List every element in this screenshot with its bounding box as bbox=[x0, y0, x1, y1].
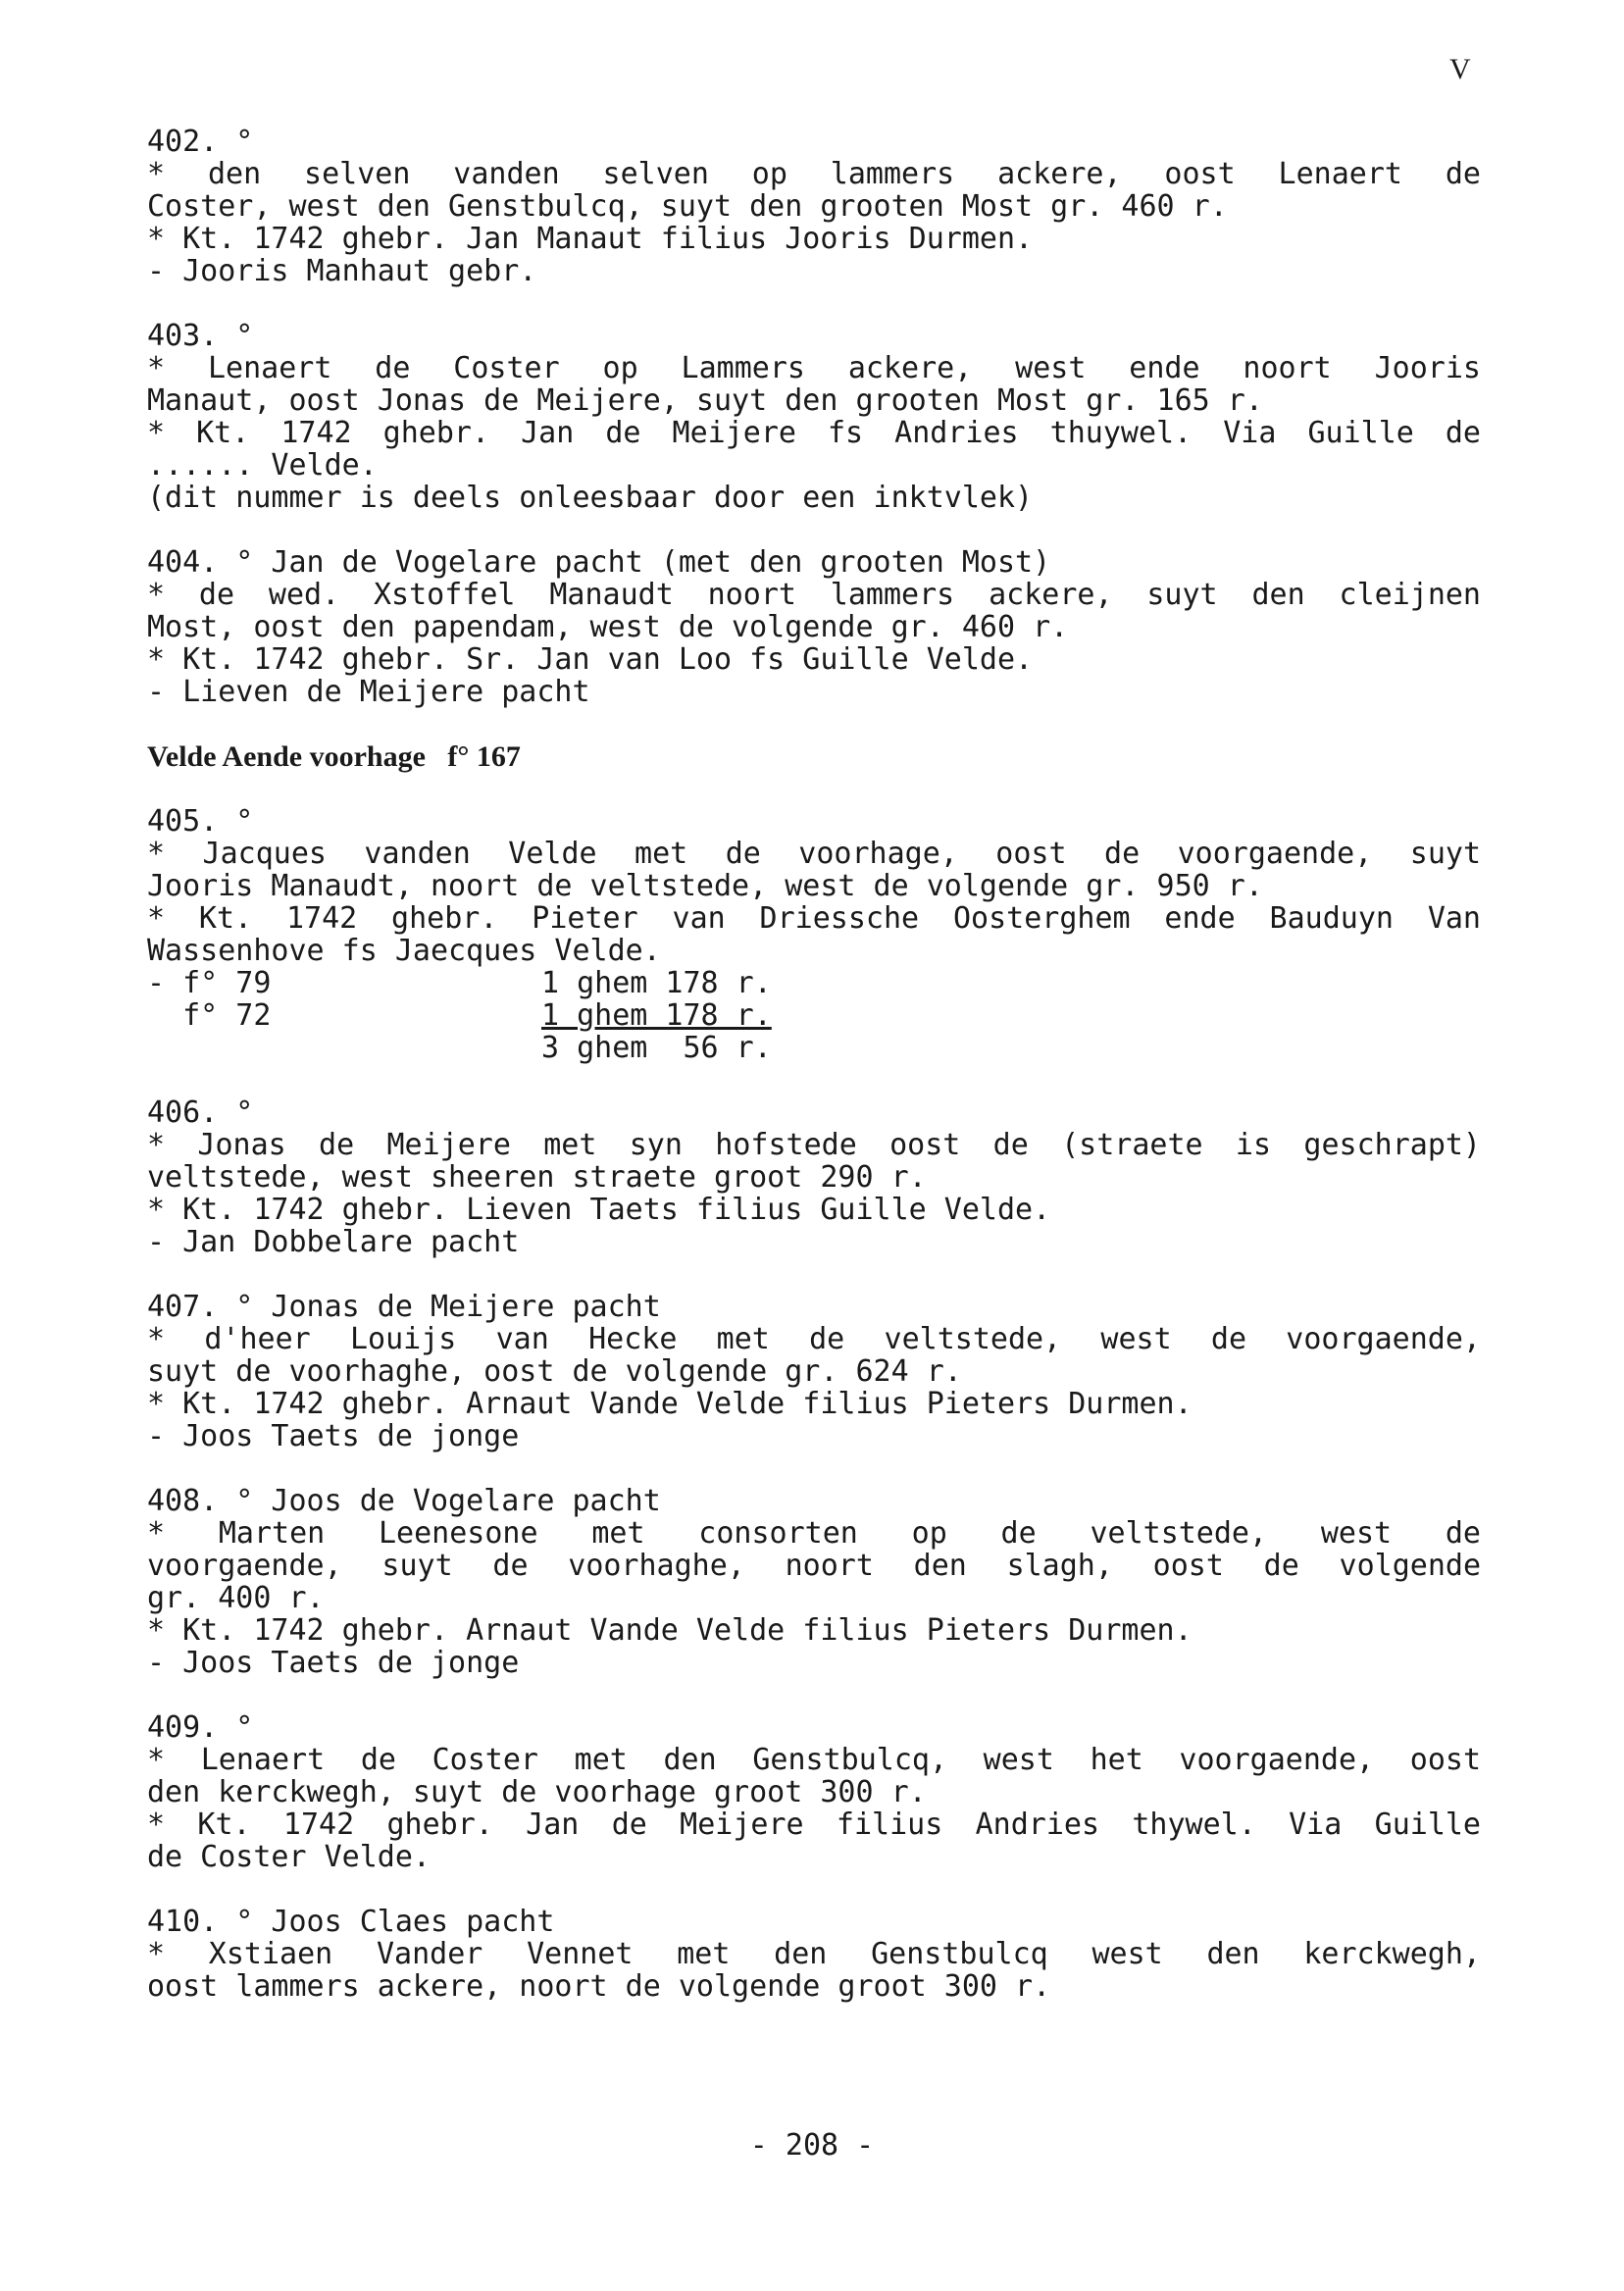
entry bbox=[147, 1291, 1481, 1452]
area-table bbox=[147, 967, 772, 1064]
entry-line: 409. ° bbox=[147, 1710, 254, 1745]
entry-line: Jooris Manaudt, noort de veltstede, west de volgende gr. 950 r. bbox=[147, 869, 1263, 903]
entry-line: * Kt. 1742 ghebr. Pieter van Driessche Oosterghem ende Bauduyn Van bbox=[147, 901, 1481, 936]
entry bbox=[147, 546, 1481, 708]
area-ref: f° 72 bbox=[147, 998, 272, 1033]
entry-line: * Kt. 1742 ghebr. Lieven Taets filius Guille Velde. bbox=[147, 1193, 1051, 1227]
entry-line: 403. ° bbox=[147, 319, 254, 353]
entry-line: 406. ° bbox=[147, 1095, 254, 1130]
entry-line: den kerckwegh, suyt de voorhage groot 300 r. bbox=[147, 1775, 927, 1809]
entry-line: * Jonas de Meijere met syn hofstede oost de (straete is geschrapt) bbox=[147, 1128, 1481, 1162]
entry-line: * den selven vanden selven op lammers ackere, oost Lenaert de bbox=[147, 157, 1481, 191]
entry-line: gr. 400 r. bbox=[147, 1581, 325, 1615]
area-value: 1 ghem 178 r. bbox=[541, 998, 772, 1033]
entry-line: veltstede, west sheeren straete groot 290 r. bbox=[147, 1160, 927, 1195]
area-ref bbox=[147, 1032, 541, 1064]
entry-line: suyt de voorhaghe, oost de volgende gr. 624 r. bbox=[147, 1354, 962, 1389]
entry bbox=[147, 1711, 1481, 1873]
entry-line: 408. ° Joos de Vogelare pacht bbox=[147, 1484, 661, 1518]
entry-line: (dit nummer is deels onleesbaar door een inktvlek) bbox=[147, 481, 1034, 515]
entries-before bbox=[147, 126, 1481, 708]
entry-line: - Joos Taets de jonge bbox=[147, 1646, 520, 1680]
entry-line: * Xstiaen Vander Vennet met den Genstbulcq west den kerckwegh, bbox=[147, 1937, 1481, 1971]
entry-line: 404. ° Jan de Vogelare pacht (met den grooten Most) bbox=[147, 545, 1051, 580]
entry-line: Manaut, oost Jonas de Meijere, suyt den grooten Most gr. 165 r. bbox=[147, 383, 1263, 418]
entry-line: - Jan Dobbelare pacht bbox=[147, 1225, 520, 1259]
area-row bbox=[147, 967, 772, 999]
section-heading: Velde Aende voorhage f° 167 bbox=[147, 740, 521, 773]
entry bbox=[147, 1096, 1481, 1258]
entry-line: - Lieven de Meijere pacht bbox=[147, 675, 590, 709]
entry-line: Wassenhove fs Jaecques Velde. bbox=[147, 934, 661, 968]
entry-line: * Kt. 1742 ghebr. Arnaut Vande Velde filius Pieters Durmen. bbox=[147, 1387, 1193, 1421]
entry-line: de Coster Velde. bbox=[147, 1840, 431, 1874]
entry-line: Most, oost den papendam, west de volgende gr. 460 r. bbox=[147, 610, 1069, 644]
entry-line: 402. ° bbox=[147, 125, 254, 159]
area-ref: - f° 79 bbox=[147, 966, 272, 1000]
area-value: 3 ghem 56 r. bbox=[541, 1031, 772, 1065]
entry-line: voorgaende, suyt de voorhaghe, noort den slagh, oost de volgende bbox=[147, 1549, 1481, 1583]
entry bbox=[147, 126, 1481, 287]
entry-line: * Jacques vanden Velde met de voorhage, oost de voorgaende, suyt bbox=[147, 837, 1481, 871]
entry bbox=[147, 320, 1481, 514]
entry-line: * Lenaert de Coster met den Genstbulcq, west het voorgaende, oost bbox=[147, 1743, 1481, 1777]
entry-line: ...... Velde. bbox=[147, 448, 378, 483]
entry-line: * Kt. 1742 ghebr. Jan de Meijere fs Andries thuywel. Via Guille de bbox=[147, 416, 1481, 450]
entry-line: * d'heer Louijs van Hecke met de veltstede, west de voorgaende, bbox=[147, 1322, 1481, 1356]
entry-line: 410. ° Joos Claes pacht bbox=[147, 1905, 555, 1939]
page-number: - 208 - bbox=[749, 2128, 875, 2163]
entry-line: 405. ° bbox=[147, 804, 254, 839]
entry-line: * Kt. 1742 ghebr. Jan de Meijere filius Andries thywel. Via Guille bbox=[147, 1807, 1481, 1842]
entry-line: Coster, west den Genstbulcq, suyt den grooten Most gr. 460 r. bbox=[147, 189, 1228, 224]
entry-line: 407. ° Jonas de Meijere pacht bbox=[147, 1290, 661, 1324]
entries-after bbox=[147, 1096, 1481, 2003]
document-body bbox=[147, 126, 1481, 2035]
entry-line: - Joos Taets de jonge bbox=[147, 1419, 520, 1453]
entry-line: * Marten Leenesone met consorten op de veltstede, west de bbox=[147, 1516, 1481, 1551]
entry-line: * Kt. 1742 ghebr. Jan Manaut filius Jooris Durmen. bbox=[147, 222, 1034, 256]
entry-line: * Kt. 1742 ghebr. Sr. Jan van Loo fs Guille Velde. bbox=[147, 642, 1034, 677]
area-row bbox=[147, 1032, 772, 1064]
entry-405-lines bbox=[147, 805, 1481, 967]
entry-405 bbox=[147, 805, 1481, 1064]
area-value: 1 ghem 178 r. bbox=[541, 966, 772, 1000]
entry bbox=[147, 1906, 1481, 2003]
entry-line: oost lammers ackere, noort de volgende groot 300 r. bbox=[147, 1969, 1051, 2004]
entry-line: - Jooris Manhaut gebr. bbox=[147, 254, 537, 288]
entry bbox=[147, 1485, 1481, 1679]
area-row bbox=[147, 999, 772, 1032]
entry-line: * Kt. 1742 ghebr. Arnaut Vande Velde filius Pieters Durmen. bbox=[147, 1613, 1193, 1648]
entry-line: * Lenaert de Coster op Lammers ackere, west ende noort Jooris bbox=[147, 351, 1481, 385]
entry-line: * de wed. Xstoffel Manaudt noort lammers ackere, suyt den cleijnen bbox=[147, 578, 1481, 612]
section-mark: V bbox=[1449, 53, 1471, 85]
